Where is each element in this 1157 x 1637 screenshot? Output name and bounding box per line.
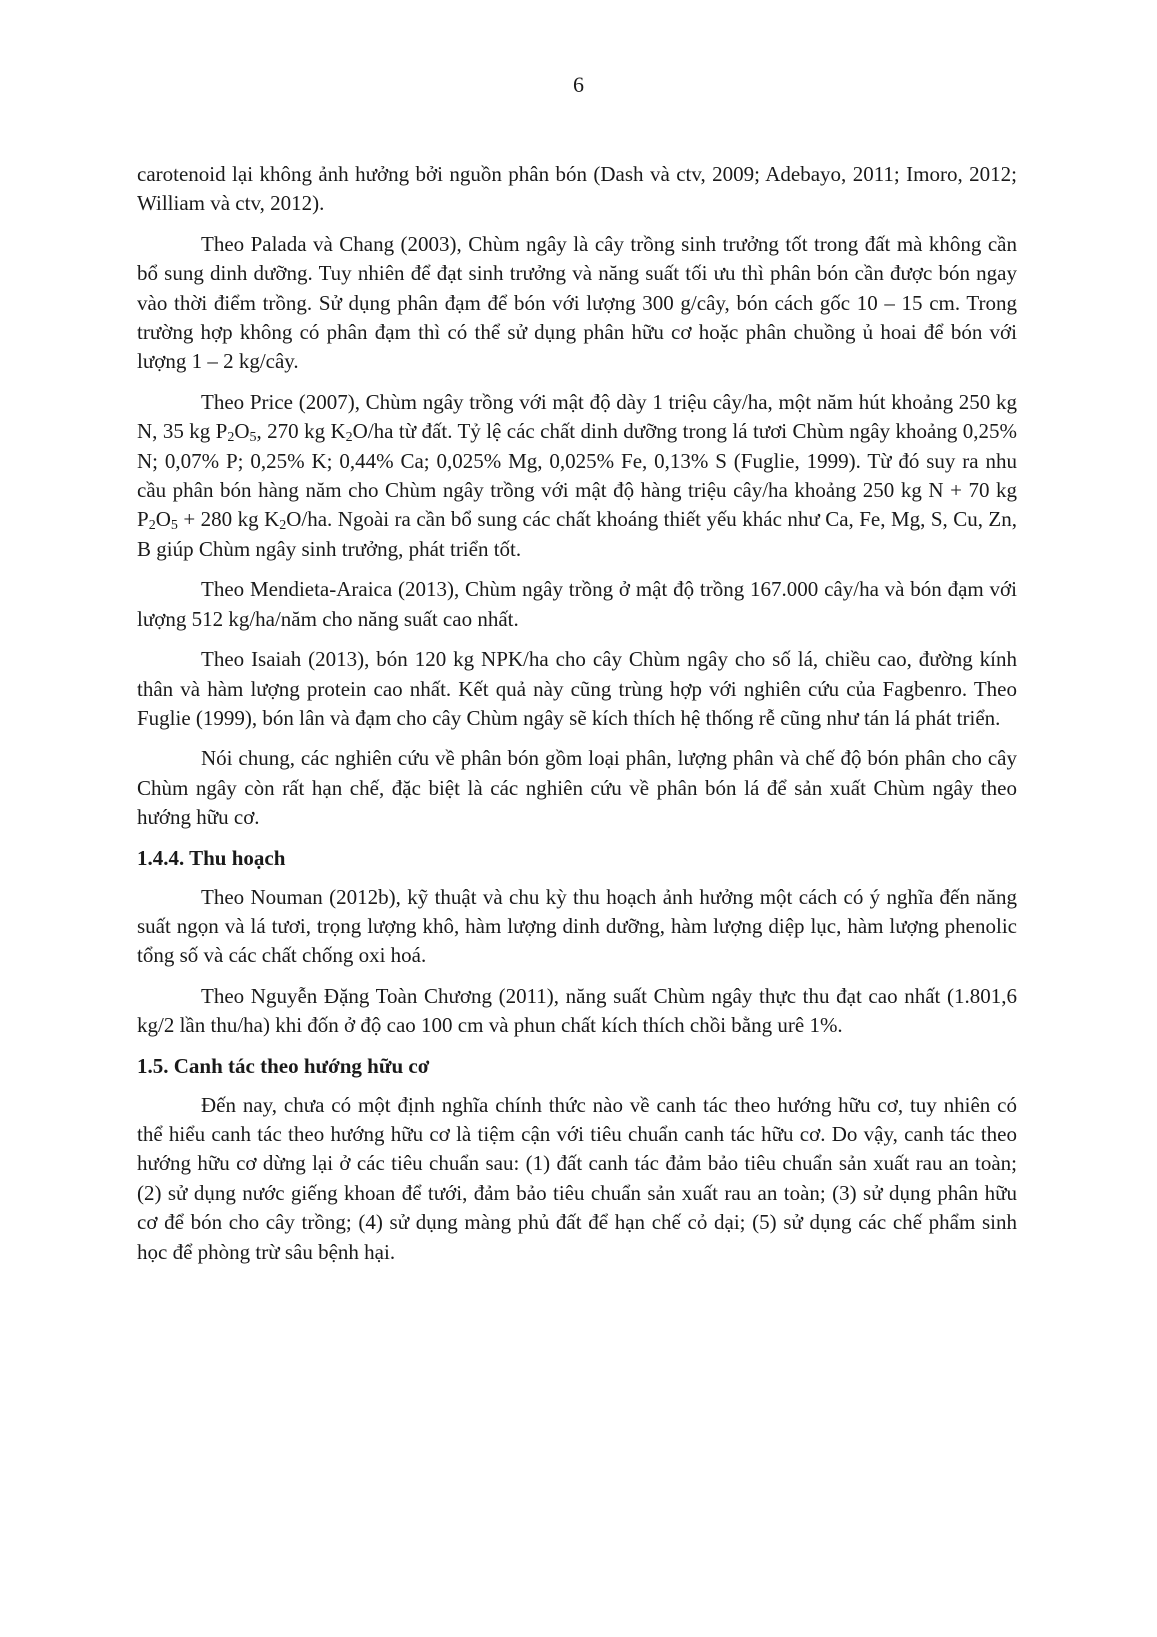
formula-k2o: $K_2O$ [330, 419, 368, 446]
paragraph-organic-farming: Đến nay, chưa có một định nghĩa chính thức nào về canh tác theo hướng hữu cơ, tuy nhiên có thể hiểu canh tác theo hướng hữu cơ là tiệm cận với tiêu chuẩn canh tác hữu cơ. Do vậy, canh tác theo hướng hữu cơ dừng lại ở các tiêu chuẩn sau: (1) đất canh tác đảm bảo tiêu chuẩn sản xuất rau an toàn; (2) sử dụng nước giếng khoan để tưới, đảm bảo tiêu chuẩn sản xuất rau an toàn; (3) sử dụng phân hữu cơ để bón cho cây trồng; (4) sử dụng màng phủ đất để hạn chế cỏ dại; (5) sử dụng các chế phẩm sinh học để phòng trừ sâu bệnh hại. [137, 1092, 1017, 1264]
formula-p2o5: $P_2O_5$ [215, 419, 257, 446]
page-body [137, 160, 1017, 1278]
paragraph-carotenoid: carotenoid lại không ảnh hưởng bởi nguồn phân bón (Dash và ctv, 2009; Adebayo, 2011; Imoro, 2012; William và ctv, 2012). [137, 162, 1017, 216]
price-text-4: + 280 kg [177, 507, 265, 532]
paragraph-palada-chang: Theo Palada và Chang (2003), Chùm ngây là cây trồng sinh trưởng tốt trong đất mà không cần bổ sung dinh dưỡng. Tuy nhiên để đạt sinh trưởng và năng suất tối ưu thì phân bón cần được bón ngay vào thời điểm trồng. Sử dụng phân đạm để bón với lượng 300 g/cây, bón cách gốc 10 – 15 cm. Trong trường hợp không có phân đạm thì có thể sử dụng phân hữu cơ hoặc phân chuồng ủ hoai để bón với lượng 1 – 2 kg/cây. [137, 231, 1017, 374]
paragraph-isaiah: Theo Isaiah (2013), bón 120 kg NPK/ha cho cây Chùm ngây cho số lá, chiều cao, đường kính thân và hàm lượng protein cao nhất. Kết quả này cũng trùng hợp với nghiên cứu của Fagbenro. Theo Fuglie (1999), bón lân và đạm cho cây Chùm ngây sẽ kích thích hệ thống rễ cũng như tán lá phát triển. [137, 647, 1017, 730]
price-text-1: Theo Price (2007), Chùm ngây trồng với mật độ dày 1 triệu cây/ha, một năm hút khoảng 250 kg N, 35 kg [137, 389, 1017, 444]
paragraph-nouman: Theo Nouman (2012b), kỹ thuật và chu kỳ thu hoạch ảnh hưởng một cách có ý nghĩa đến năng suất ngọn và lá tươi, trọng lượng khô, hàm lượng dinh dưỡng, hàm lượng diệp lục, hàm lượng phenolic tổng số và các chất chống oxi hoá. [137, 884, 1017, 968]
paragraph-summary: Nói chung, các nghiên cứu về phân bón gồm loại phân, lượng phân và chế độ bón phân cho cây Chùm ngây còn rất hạn chế, đặc biệt là các nghiên cứu về phân bón lá để sản xuất Chùm ngây theo hướng hữu cơ. [137, 746, 1017, 830]
page-number: 6 [573, 72, 584, 97]
price-text-5: /ha. Ngoài ra cần bổ sung các chất khoáng thiết yếu khác như Ca, Fe, Mg, S, Cu, Zn, B giúp Chùm ngây sinh trưởng, phát triển tốt. [137, 507, 1018, 561]
price-text-2: , 270 kg [256, 419, 331, 444]
paragraph-mendieta-araica: Theo Mendieta-Araica (2013), Chùm ngây trồng ở mật độ trồng 167.000 cây/ha và bón đạm với lượng 512 kg/ha/năm cho năng suất cao nhất. [137, 577, 1017, 631]
formula-p2o5-2: $P_2O_5$ [137, 507, 178, 534]
formula-k2o-2: $K_2O$ [264, 507, 302, 534]
paragraph-nguyen-dang-toan-chuong: Theo Nguyễn Đặng Toàn Chương (2011), năng suất Chùm ngây thực thu đạt cao nhất (1.801,6 kg/2 lần thu/ha) khi đốn ở độ cao 100 cm và phun chất kích thích chồi bằng urê 1%. [137, 983, 1017, 1038]
price-text-3: /ha từ đất. Tỷ lệ các chất dinh dưỡng trong lá tươi Chùm ngây khoảng 0,25% N; 0,07% P; 0,25% K; 0,44% Ca; 0,025% Mg, 0,025% Fe, 0,13% S (Fuglie, 1999). Từ đó suy ra nhu cầu phân bón hàng năm cho Chùm ngây trồng với mật độ hàng triệu cây/ha khoảng 250 kg N + 70 kg [137, 419, 1017, 503]
section-heading-1-5: 1.5. Canh tác theo hướng hữu cơ [137, 1053, 430, 1078]
section-heading-1-4-4: 1.4.4. Thu hoạch [137, 845, 286, 870]
paragraph-price [137, 388, 1017, 564]
